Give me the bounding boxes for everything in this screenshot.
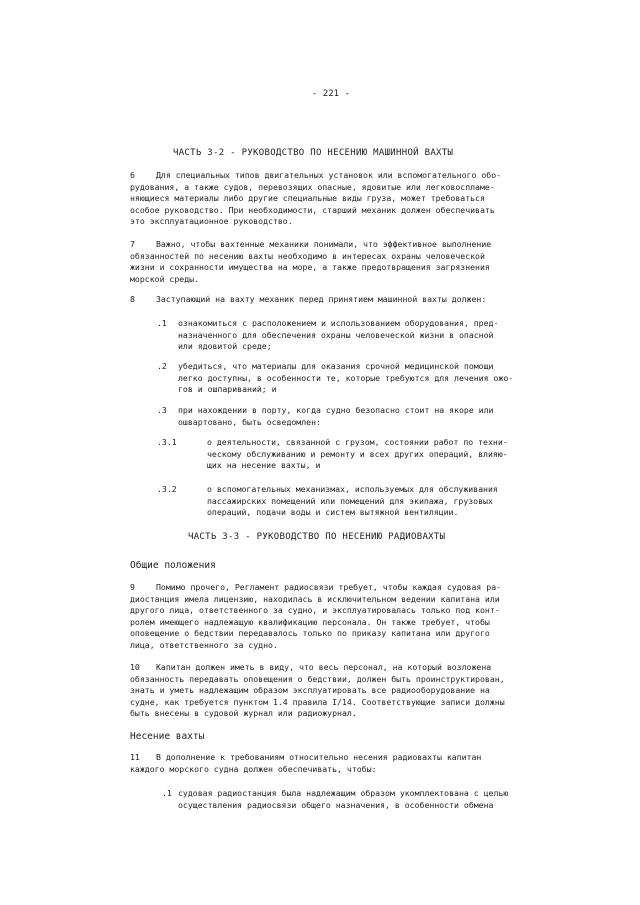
- general-provisions-heading: Общие положения: [130, 560, 216, 571]
- watch-keeping-heading: Несение вахты: [130, 731, 205, 742]
- list-item-line: назначенного для обеспечения охраны человеческой жизни в опасной: [178, 329, 494, 340]
- paragraph-line: особое руководство. При необходимости, старший механик должен обеспечивать: [130, 204, 495, 215]
- list-item-line: ошвартовано, быть осведомлен:: [178, 416, 321, 427]
- paragraph-line: оповещение о бедствии передавалось только по приказу капитана или другого: [130, 628, 490, 639]
- paragraph-line: диостанция имела лицензию, находилась в исключительном ведении капитана или: [130, 593, 500, 604]
- paragraph-line: обязанность передавать оповещения о бедствии, должен быть проинструктирован,: [130, 673, 505, 684]
- paragraph-number: 7: [130, 239, 135, 249]
- paragraph-line: другого лица, ответственного за судно, и эксплуатировалась только под конт-: [130, 605, 500, 616]
- list-item-number: .1: [162, 788, 172, 798]
- paragraph-line: обязанностей по несению вахты необходимо в интересах охраны человеческой: [130, 250, 485, 261]
- paragraph-number: 8: [130, 294, 135, 304]
- paragraph-number: 9: [130, 582, 135, 592]
- paragraph-line: Важно, чтобы вахтенные механики понимали, что эффективное выполнение: [156, 239, 492, 249]
- paragraph-line: няющиеся материалы либо другие специальные виды груза, может требоваться: [130, 193, 485, 204]
- paragraph-line: рудования, а также судов, перевозящих опасные, ядовитые или легковоспламе-: [130, 181, 495, 192]
- paragraph-line: Помимо прочего, Регламент радиосвязи требует, чтобы каждая судовая ра-: [156, 582, 502, 592]
- list-item-line: операций, подачи воды и систем вытяжной вентиляции.: [207, 507, 459, 518]
- list-item-number: .3: [157, 405, 167, 415]
- paragraph-line: морской среды.: [130, 273, 200, 284]
- paragraph-number: 6: [130, 170, 135, 180]
- paragraph-line: знать и уметь надлежащим образом эксплуатировать все радиооборудование на: [130, 685, 490, 696]
- list-item-line: судовая радиостанция была надлежащим образом укомплектована с целью: [178, 788, 509, 798]
- list-item-line: легко доступны, в особенности те, которые требуются для лечения ожо-: [178, 372, 514, 383]
- paragraph-number: 10: [130, 662, 140, 672]
- list-item-3-2: [157, 484, 498, 519]
- list-item-line: убедиться, что материалы для оказания срочной медицинской помощи: [178, 361, 494, 371]
- page-number: - 221 -: [312, 89, 350, 99]
- list-item-2: [157, 361, 513, 396]
- list-item-line: пассажирских помещений или помещений для экипажа, грузовых: [207, 495, 493, 506]
- list-item-line: щих на несение вахты, и: [207, 460, 321, 471]
- list-item-1: [157, 318, 498, 353]
- list-item-3: [157, 405, 493, 428]
- paragraph-line: Заступающий на вахту механик перед принятием машинной вахты должен:: [156, 294, 487, 304]
- list-item-number: .3.1: [157, 437, 177, 447]
- paragraph-line: каждого морского судна должен обеспечивать, чтобы:: [130, 763, 377, 774]
- list-item-line: ческому обслуживанию и ремонту и всех других операций, влияю-: [207, 448, 508, 459]
- paragraph-line: судне, как требуется пунктом 1.4 правила I/14. Соответствующие записи должны: [130, 696, 505, 707]
- paragraph-9: [130, 582, 501, 652]
- paragraph-line: Капитан должен иметь в виду, что весь персонал, на который возложена: [156, 662, 492, 672]
- paragraph-10: [130, 662, 505, 720]
- list-item-line: о деятельности, связанной с грузом, состоянии работ по техни-: [207, 437, 508, 447]
- paragraph-number: 11: [130, 752, 140, 762]
- list-item-line: ознакомиться с расположением и использованием оборудования, пред-: [178, 318, 499, 328]
- list-item-line: или ядовитой среде;: [178, 341, 272, 352]
- paragraph-11: [130, 752, 481, 775]
- paragraph-line: это эксплуатационное руководство.: [130, 216, 293, 227]
- paragraph-8: [130, 294, 486, 306]
- paragraph-line: Для специальных типов двигательных установок или вспомогательного обо-: [156, 170, 502, 180]
- paragraph-line: лица, ответственного за судно.: [130, 639, 278, 650]
- list-item-line: гов и ошпариваний; и: [178, 384, 277, 395]
- list-item-line: о вспомогательных механизмах, используемых для обслуживания: [207, 484, 498, 494]
- list-item-3-1: [157, 437, 508, 472]
- part-3-2-heading: ЧАСТЬ 3-2 - РУКОВОДСТВО ПО НЕСЕНИЮ МАШИННОЙ ВАХТЫ: [173, 148, 454, 158]
- list-item-line: осуществления радиосвязи общего назначения, в особенности обмена: [178, 799, 494, 810]
- list-item-number: .1: [157, 318, 167, 328]
- paragraph-line: ролем имеющего надлежащую квалификацию персонала. Он также требует, чтобы: [130, 616, 490, 627]
- list-item-number: .2: [157, 361, 167, 371]
- list-item-number: .3.2: [157, 484, 177, 494]
- paragraph-line: быть внесены в судовой журнал или радиожурнал.: [130, 708, 357, 719]
- paragraph-line: В дополнение к требованиям относительно несения радиовахты капитан: [156, 752, 482, 762]
- paragraph-7: [130, 239, 491, 285]
- list-item-11-1: [162, 788, 508, 811]
- list-item-line: при нахождении в порту, когда судно безопасно стоит на якоре или: [178, 405, 494, 415]
- part-3-3-heading: ЧАСТЬ 3-3 - РУКОВОДСТВО ПО НЕСЕНИЮ РАДИОВАХТЫ: [188, 532, 446, 542]
- paragraph-6: [130, 170, 501, 228]
- paragraph-line: жизни и сохранности имущества на море, а также предотвращения загрязнения: [130, 262, 490, 273]
